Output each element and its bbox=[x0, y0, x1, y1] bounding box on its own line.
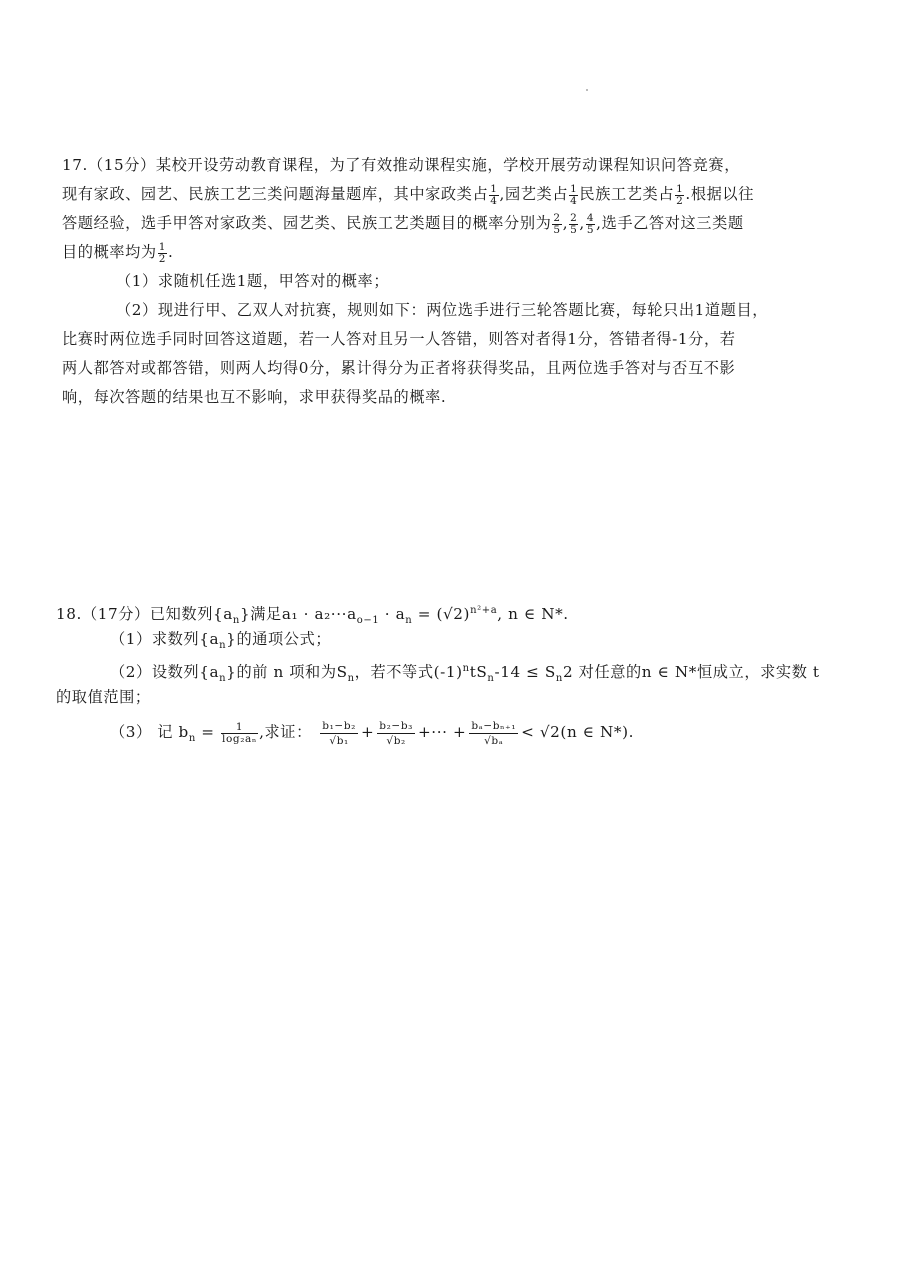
seq-a: $\{a_n\}$ bbox=[213, 605, 251, 627]
q17-line-4: 目的概率均为 $\frac{1}{2}$ . bbox=[62, 240, 174, 265]
q17-line-1: 17.（15分）某校开设劳动教育课程，为了有效推动课程实施，学校开展劳动课程知识问答竞赛， bbox=[62, 156, 740, 174]
q18-sub-1: （1）求数列$\{a_n\}$的通项公式； bbox=[110, 630, 332, 652]
q17-line-2: 现有家政、园艺、民族工艺三类问题海量题库，其中家政类占 $\frac{1}{4}$ ,园艺类占 $\frac{1}{4}$ 民族工艺类占 $\frac{1}{2}$ .根据以往 bbox=[62, 182, 754, 207]
problem-18 bbox=[56, 596, 846, 752]
product-expr: $a_1 \cdot a_2\cdot\cdot\cdot a_{o-1} \cdot a_n = (√2)^{n^2+a}$, n ∈ N*. bbox=[281, 605, 569, 627]
fraction-bn: $\frac{1}{\text{log₂aₙ}}$ bbox=[222, 720, 258, 745]
q18-sub-3: （3） 记 $b_n$ = $\frac{1}{\text{log₂aₙ}}$ ,求证： $\frac{\text{b₁−b₂}}{\text{√b₁}}$ + $\frac{\text{b₂−b₃}}{\text{√b₂}}$ +··· + $\frac{\text{bₐ−bₙ₊₁}}{\text{√bₐ}}$ < √2(n ∈ N*). bbox=[110, 719, 635, 747]
term-n: $\frac{\text{bₐ−bₙ₊₁}}{\text{√bₐ}}$ bbox=[471, 719, 517, 747]
q17-sub-2-l4: 响，每次答题的结果也互不影响，求甲获得奖品的概率. bbox=[62, 388, 447, 406]
q17-sub-2: （2）现进行甲、乙双人对抗赛，规则如下：两位选手进行三轮答题比赛，每轮只出1道题目， bbox=[116, 301, 769, 319]
term-1: $\frac{\text{b₁−b₂}}{\text{√b₁}}$ bbox=[322, 719, 356, 747]
q17-sub-1: （1）求随机任选1题，甲答对的概率； bbox=[116, 272, 390, 290]
fraction-home: $\frac{1}{4}$ bbox=[490, 182, 498, 207]
fraction-p2: $\frac{2}{5}$ bbox=[570, 211, 578, 236]
fraction-p1: $\frac{2}{5}$ bbox=[553, 211, 561, 236]
fraction-p3: $\frac{4}{5}$ bbox=[586, 211, 595, 236]
fraction-b: $\frac{1}{2}$ bbox=[158, 240, 167, 265]
q18-sub-2: （2）设数列$\{a_n\}$的前 n 项和为$S_n$，若不等式$(-1)^ntS_n-14 \le S_n2$ 对任意的n ∈ N*恒成立，求实数 t bbox=[110, 663, 820, 685]
q18-sub-2-l2: 的取值范围； bbox=[56, 688, 151, 706]
fraction-garden: $\frac{1}{4}$ bbox=[570, 182, 578, 207]
q17-sub-2-l2: 比赛时两位选手同时回答这道题，若一人答对且另一人答错，则答对者得1分，答错者得-1分，若 bbox=[62, 330, 736, 348]
scan-dot bbox=[586, 89, 588, 91]
fraction-ethnic: $\frac{1}{2}$ bbox=[676, 182, 684, 207]
q18-line-1: 18.（17分）已知数列$\{a_n\}$满足$a_1 \cdot a_2\cdot\cdot\cdot a_{o-1} \cdot a_n = (√2)^{n^2+a}$, n ∈ N*. bbox=[56, 605, 569, 627]
problem-17 bbox=[62, 151, 852, 412]
q17-line-3: 答题经验，选手甲答对家政类、园艺类、民族工艺类题目的概率分别为 $\frac{2}{5}$ , $\frac{2}{5}$ , $\frac{4}{5}$ ,选手乙答对这三类题 bbox=[62, 211, 744, 236]
q17-sub-2-l3: 两人都答对或都答错，则两人均得0分，累计得分为正者将获得奖品，且两位选手答对与否互不影 bbox=[62, 359, 736, 377]
term-2: $\frac{\text{b₂−b₃}}{\text{√b₂}}$ bbox=[379, 719, 413, 747]
